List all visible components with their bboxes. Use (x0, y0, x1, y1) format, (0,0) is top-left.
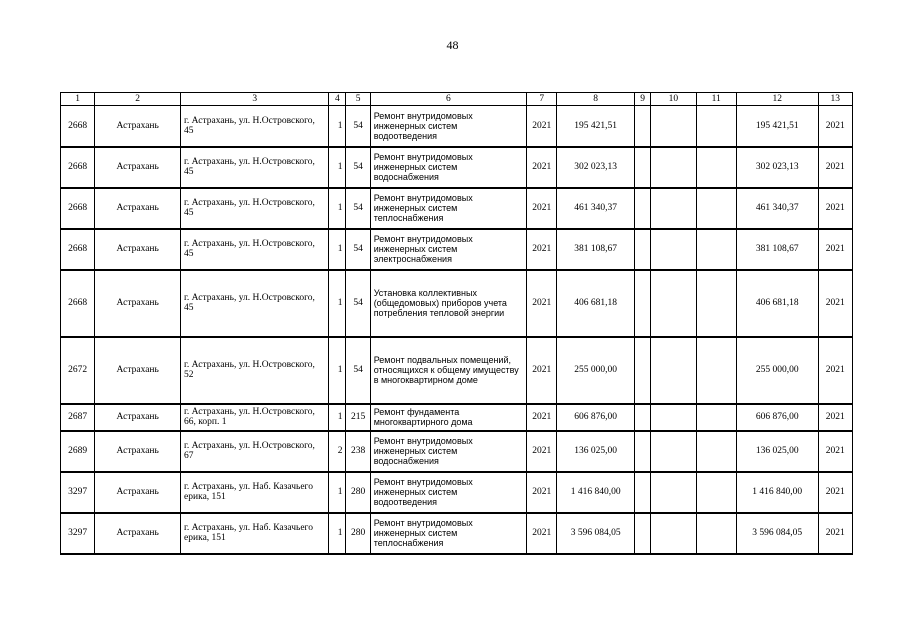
municipality: Астрахань (95, 472, 181, 513)
row-id: 3297 (61, 513, 95, 554)
cost-column-12: 461 340,37 (736, 188, 818, 229)
work-type: Ремонт внутридомовых инженерных систем теплоснабжения (370, 513, 526, 554)
col-4-value: 1 (329, 404, 346, 431)
col-10-value (651, 472, 696, 513)
work-type: Ремонт внутридомовых инженерных систем водоотведения (370, 472, 526, 513)
col-5-value: 238 (346, 431, 370, 472)
year: 2021 (527, 106, 557, 147)
table-row (61, 106, 853, 147)
cost-column-12: 302 023,13 (736, 147, 818, 188)
column-header: 2 (95, 93, 181, 106)
col-10-value (651, 337, 696, 404)
year: 2021 (527, 188, 557, 229)
col-5-value: 54 (346, 188, 370, 229)
year: 2021 (527, 513, 557, 554)
municipality: Астрахань (95, 404, 181, 431)
row-id: 3297 (61, 472, 95, 513)
column-header: 6 (370, 93, 526, 106)
year: 2021 (527, 472, 557, 513)
completion-year: 2021 (818, 431, 852, 472)
year: 2021 (527, 147, 557, 188)
column-header: 4 (329, 93, 346, 106)
col-10-value (651, 188, 696, 229)
col-4-value: 1 (329, 229, 346, 270)
cost-column-12: 195 421,51 (736, 106, 818, 147)
col-10-value (651, 431, 696, 472)
completion-year: 2021 (818, 270, 852, 337)
col-9-value (635, 404, 651, 431)
completion-year: 2021 (818, 472, 852, 513)
address: г. Астрахань, ул. Н.Островского, 66, корп. 1 (181, 404, 329, 431)
col-4-value: 1 (329, 270, 346, 337)
address: г. Астрахань, ул. Наб. Казачьего ерика, 151 (181, 472, 329, 513)
col-11-value (696, 431, 736, 472)
address: г. Астрахань, ул. Н.Островского, 45 (181, 147, 329, 188)
work-type: Установка коллективных (общедомовых) приборов учета потребления тепловой энергии (370, 270, 526, 337)
work-type: Ремонт фундамента многоквартирного дома (370, 404, 526, 431)
work-type: Ремонт внутридомовых инженерных систем водоснабжения (370, 147, 526, 188)
address: г. Астрахань, ул. Н.Островского, 45 (181, 270, 329, 337)
table-row (61, 270, 853, 337)
col-11-value (696, 270, 736, 337)
col-10-value (651, 513, 696, 554)
address: г. Астрахань, ул. Н.Островского, 52 (181, 337, 329, 404)
col-4-value: 1 (329, 106, 346, 147)
year: 2021 (527, 337, 557, 404)
col-4-value: 2 (329, 431, 346, 472)
municipality: Астрахань (95, 270, 181, 337)
completion-year: 2021 (818, 106, 852, 147)
row-id: 2668 (61, 188, 95, 229)
cost-column-12: 255 000,00 (736, 337, 818, 404)
col-5-value: 280 (346, 472, 370, 513)
table-row (61, 188, 853, 229)
completion-year: 2021 (818, 147, 852, 188)
work-type: Ремонт внутридомовых инженерных систем водоотведения (370, 106, 526, 147)
cost-column-12: 381 108,67 (736, 229, 818, 270)
col-11-value (696, 188, 736, 229)
col-4-value: 1 (329, 147, 346, 188)
col-10-value (651, 229, 696, 270)
work-type: Ремонт внутридомовых инженерных систем водоснабжения (370, 431, 526, 472)
row-id: 2672 (61, 337, 95, 404)
completion-year: 2021 (818, 513, 852, 554)
table-row (61, 337, 853, 404)
col-11-value (696, 106, 736, 147)
row-id: 2668 (61, 229, 95, 270)
cost-total: 606 876,00 (557, 404, 635, 431)
col-9-value (635, 337, 651, 404)
cost-total: 381 108,67 (557, 229, 635, 270)
col-9-value (635, 472, 651, 513)
col-11-value (696, 229, 736, 270)
col-5-value: 280 (346, 513, 370, 554)
table-row (61, 229, 853, 270)
address: г. Астрахань, ул. Н.Островского, 67 (181, 431, 329, 472)
col-11-value (696, 513, 736, 554)
cost-column-12: 406 681,18 (736, 270, 818, 337)
column-header: 7 (527, 93, 557, 106)
column-header: 11 (696, 93, 736, 106)
cost-column-12: 606 876,00 (736, 404, 818, 431)
column-header: 10 (651, 93, 696, 106)
work-type: Ремонт внутридомовых инженерных систем электроснабжения (370, 229, 526, 270)
address: г. Астрахань, ул. Н.Островского, 45 (181, 188, 329, 229)
municipality: Астрахань (95, 337, 181, 404)
col-5-value: 54 (346, 106, 370, 147)
municipality: Астрахань (95, 147, 181, 188)
row-id: 2687 (61, 404, 95, 431)
row-id: 2689 (61, 431, 95, 472)
year: 2021 (527, 270, 557, 337)
completion-year: 2021 (818, 188, 852, 229)
col-5-value: 54 (346, 337, 370, 404)
col-10-value (651, 404, 696, 431)
completion-year: 2021 (818, 229, 852, 270)
year: 2021 (527, 404, 557, 431)
municipality: Астрахань (95, 106, 181, 147)
col-9-value (635, 106, 651, 147)
cost-column-12: 3 596 084,05 (736, 513, 818, 554)
col-4-value: 1 (329, 337, 346, 404)
table-row (61, 513, 853, 554)
column-header: 1 (61, 93, 95, 106)
cost-total: 136 025,00 (557, 431, 635, 472)
table-row (61, 472, 853, 513)
col-10-value (651, 270, 696, 337)
table-row (61, 404, 853, 431)
col-5-value: 54 (346, 270, 370, 337)
cost-total: 406 681,18 (557, 270, 635, 337)
completion-year: 2021 (818, 404, 852, 431)
col-11-value (696, 147, 736, 188)
col-11-value (696, 337, 736, 404)
col-11-value (696, 472, 736, 513)
work-type: Ремонт внутридомовых инженерных систем теплоснабжения (370, 188, 526, 229)
cost-column-12: 1 416 840,00 (736, 472, 818, 513)
municipality: Астрахань (95, 431, 181, 472)
col-9-value (635, 431, 651, 472)
municipality: Астрахань (95, 513, 181, 554)
cost-column-12: 136 025,00 (736, 431, 818, 472)
column-header: 8 (557, 93, 635, 106)
cost-total: 1 416 840,00 (557, 472, 635, 513)
column-header: 12 (736, 93, 818, 106)
row-id: 2668 (61, 147, 95, 188)
col-10-value (651, 106, 696, 147)
cost-total: 302 023,13 (557, 147, 635, 188)
col-4-value: 1 (329, 188, 346, 229)
col-5-value: 54 (346, 147, 370, 188)
column-header: 9 (635, 93, 651, 106)
address: г. Астрахань, ул. Н.Островского, 45 (181, 106, 329, 147)
row-id: 2668 (61, 106, 95, 147)
municipality: Астрахань (95, 229, 181, 270)
table-row (61, 147, 853, 188)
cost-total: 255 000,00 (557, 337, 635, 404)
col-9-value (635, 229, 651, 270)
completion-year: 2021 (818, 337, 852, 404)
table-row (61, 431, 853, 472)
cost-total: 461 340,37 (557, 188, 635, 229)
col-5-value: 54 (346, 229, 370, 270)
col-4-value: 1 (329, 513, 346, 554)
repair-register-table (60, 92, 853, 555)
year: 2021 (527, 229, 557, 270)
col-11-value (696, 404, 736, 431)
col-5-value: 215 (346, 404, 370, 431)
page-number: 48 (446, 38, 459, 52)
row-id: 2668 (61, 270, 95, 337)
col-9-value (635, 513, 651, 554)
cost-total: 195 421,51 (557, 106, 635, 147)
col-10-value (651, 147, 696, 188)
municipality: Астрахань (95, 188, 181, 229)
cost-total: 3 596 084,05 (557, 513, 635, 554)
col-9-value (635, 270, 651, 337)
col-9-value (635, 188, 651, 229)
year: 2021 (527, 431, 557, 472)
header-row (61, 93, 853, 106)
col-4-value: 1 (329, 472, 346, 513)
column-header: 13 (818, 93, 852, 106)
col-9-value (635, 147, 651, 188)
address: г. Астрахань, ул. Наб. Казачьего ерика, 151 (181, 513, 329, 554)
work-type: Ремонт подвальных помещений, относящихся к общему имуществу в многоквартирном доме (370, 337, 526, 404)
column-header: 5 (346, 93, 370, 106)
address: г. Астрахань, ул. Н.Островского, 45 (181, 229, 329, 270)
column-header: 3 (181, 93, 329, 106)
